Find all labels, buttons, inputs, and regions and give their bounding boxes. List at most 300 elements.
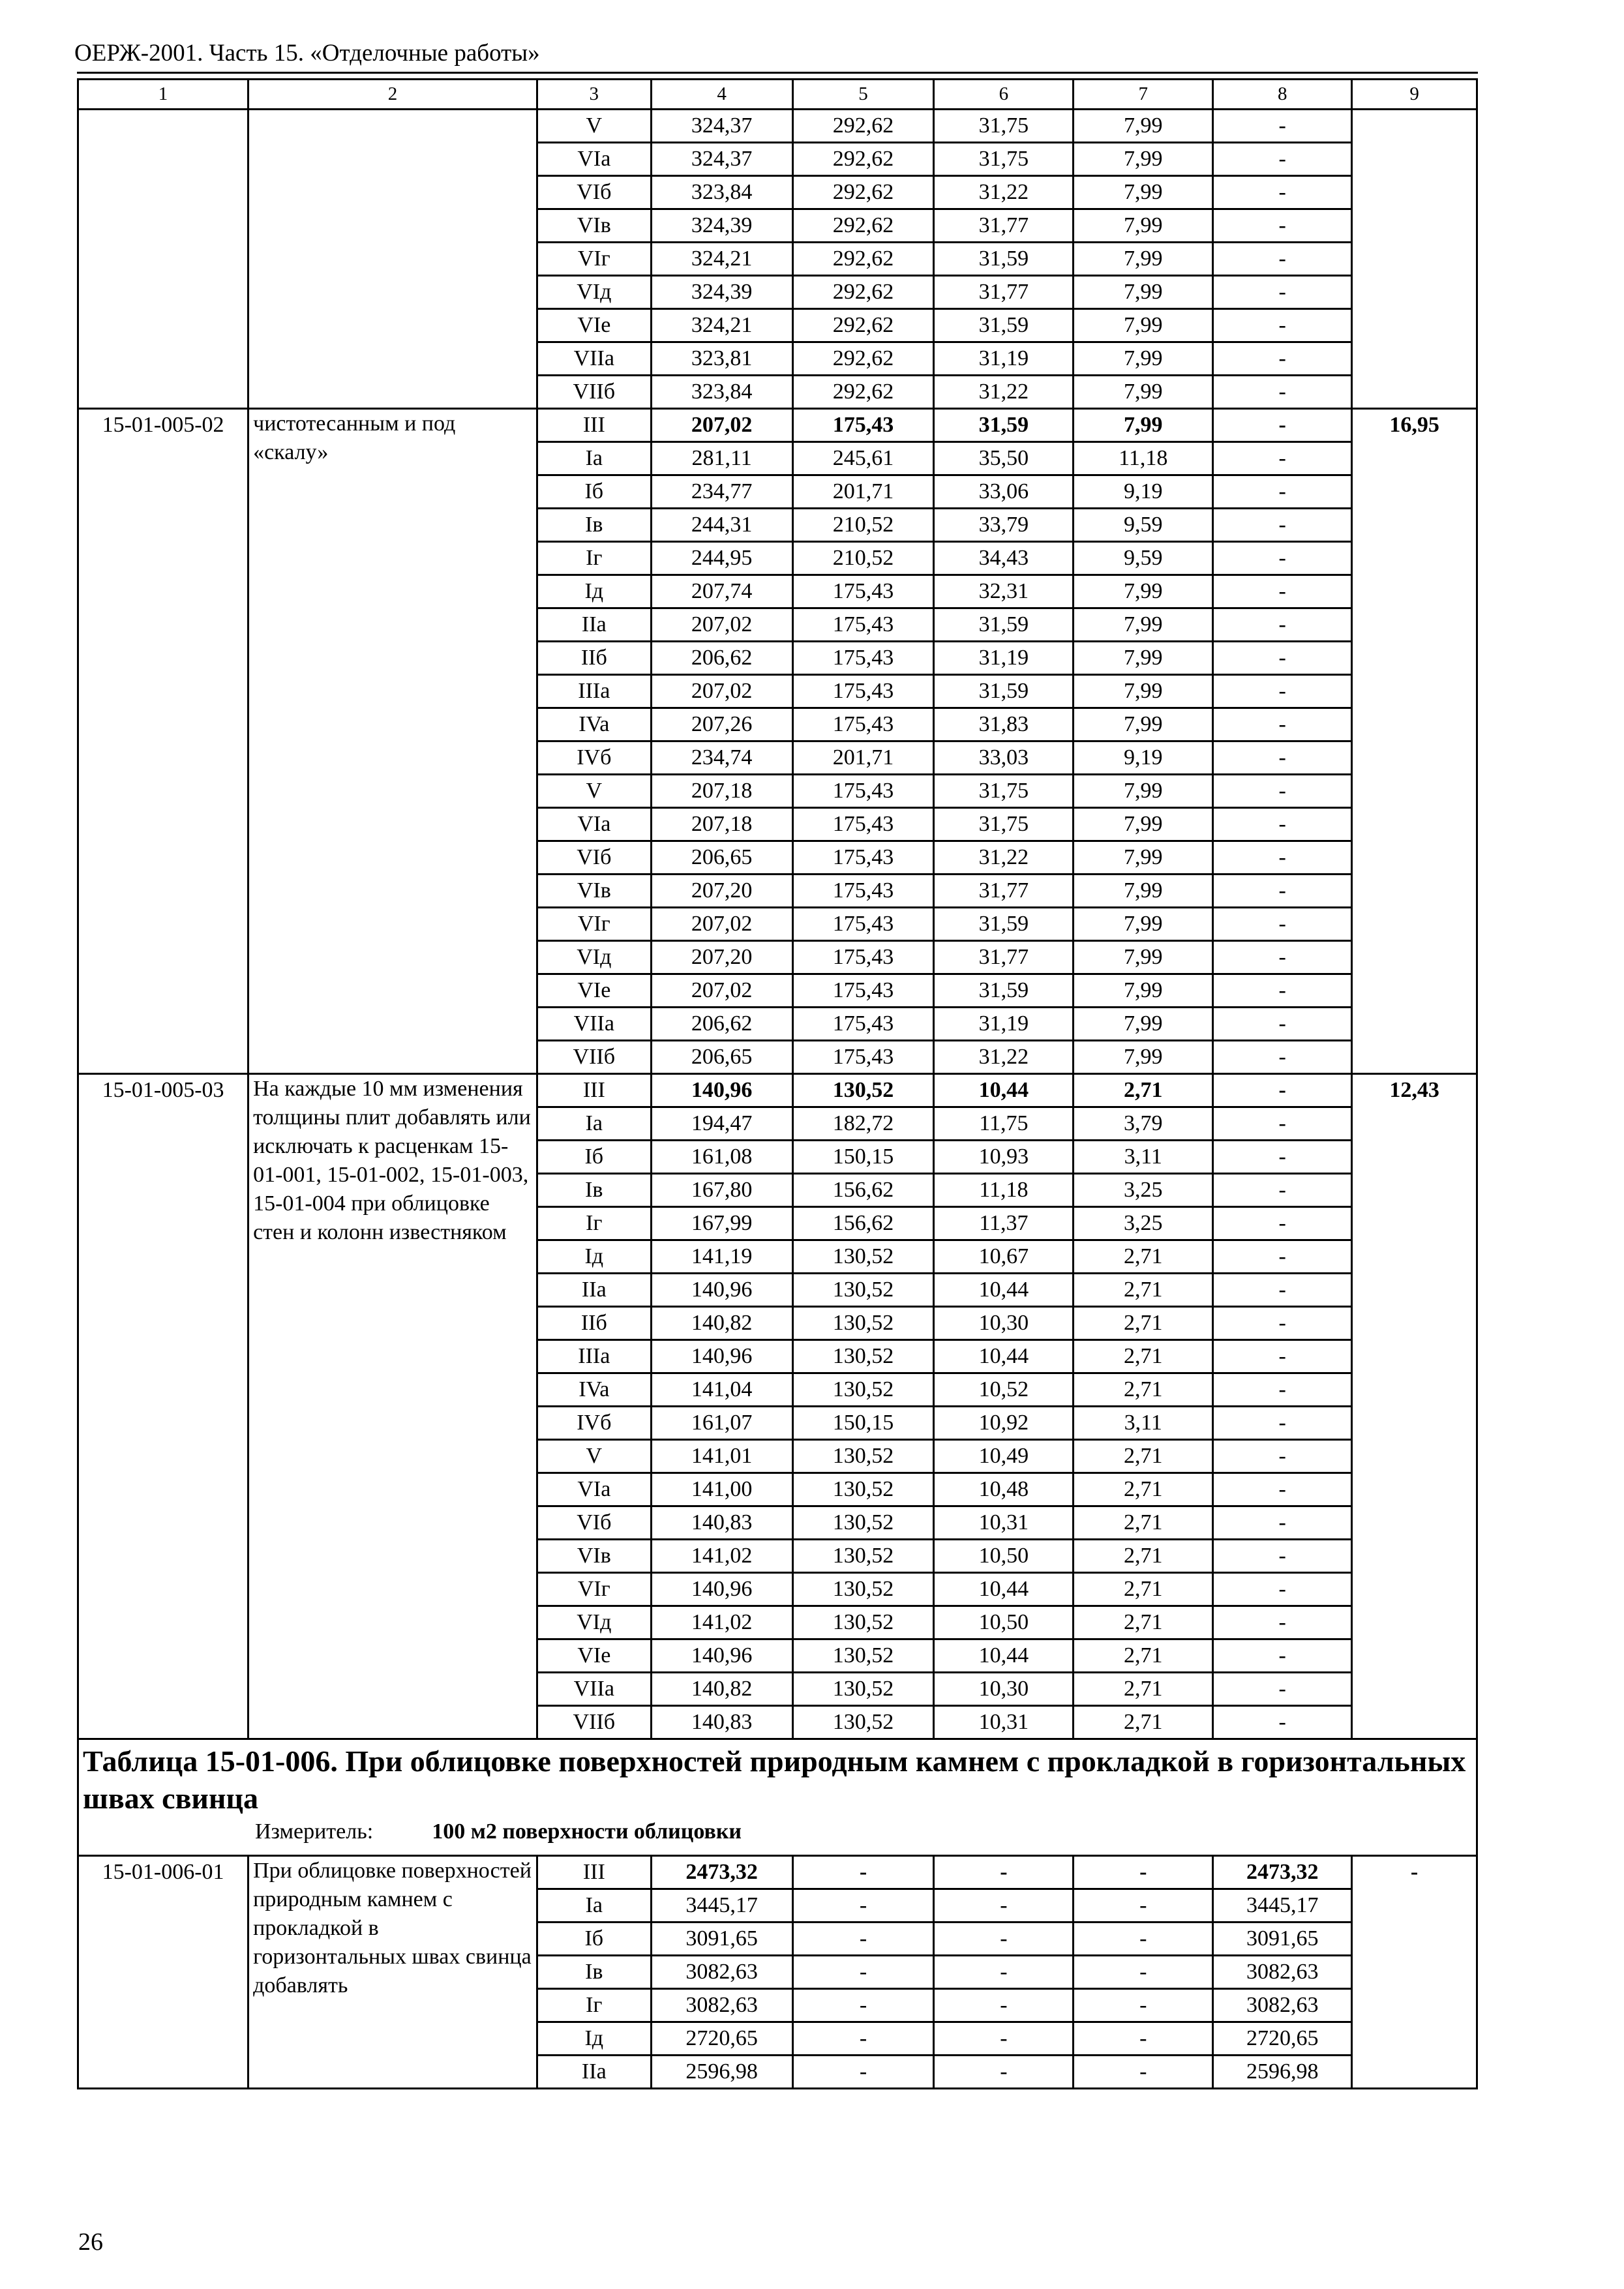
zone-cell: Iв bbox=[537, 1956, 651, 1989]
value-cell: 175,43 bbox=[792, 974, 934, 1008]
value-cell: 324,37 bbox=[651, 143, 792, 176]
value-cell: 207,26 bbox=[651, 708, 792, 741]
value-cell: 3082,63 bbox=[1213, 1989, 1352, 2022]
value-cell: 7,99 bbox=[1074, 675, 1213, 708]
value-cell: 3,25 bbox=[1074, 1207, 1213, 1240]
table-row bbox=[78, 1074, 1477, 1107]
value-cell: - bbox=[1213, 243, 1352, 276]
zone-cell: VIIб bbox=[537, 1706, 651, 1739]
value-cell: 140,83 bbox=[651, 1506, 792, 1540]
zone-cell: Iг bbox=[537, 1207, 651, 1240]
value-cell: 7,99 bbox=[1074, 642, 1213, 675]
value-cell: 10,31 bbox=[934, 1506, 1074, 1540]
value-cell: 11,18 bbox=[1074, 442, 1213, 475]
zone-cell: V bbox=[537, 110, 651, 143]
value-cell: 292,62 bbox=[792, 143, 934, 176]
value-cell: - bbox=[1213, 1706, 1352, 1739]
value-cell: - bbox=[1213, 875, 1352, 908]
value-cell: - bbox=[1213, 908, 1352, 941]
value-cell: - bbox=[792, 1856, 934, 1889]
value-cell: 31,75 bbox=[934, 143, 1074, 176]
value-cell: 130,52 bbox=[792, 1274, 934, 1307]
value-cell: 292,62 bbox=[792, 276, 934, 309]
value-cell: 7,99 bbox=[1074, 775, 1213, 808]
value-cell: 7,99 bbox=[1074, 276, 1213, 309]
value-cell: 175,43 bbox=[792, 675, 934, 708]
value-cell: - bbox=[934, 1956, 1074, 1989]
value-cell: 201,71 bbox=[792, 475, 934, 509]
value-cell: 33,79 bbox=[934, 509, 1074, 542]
value-cell: 10,30 bbox=[934, 1307, 1074, 1340]
value-cell: - bbox=[1213, 442, 1352, 475]
value-cell: 10,93 bbox=[934, 1141, 1074, 1174]
value-cell: 141,02 bbox=[651, 1540, 792, 1573]
rate-description: чистотесанным и под «скалу» bbox=[248, 409, 537, 1074]
value-cell: 2720,65 bbox=[651, 2022, 792, 2056]
value-cell: - bbox=[1213, 409, 1352, 442]
value-cell: 323,84 bbox=[651, 376, 792, 409]
value-cell: 7,99 bbox=[1074, 243, 1213, 276]
value-cell: - bbox=[1213, 1473, 1352, 1506]
value-cell: - bbox=[1074, 1889, 1213, 1922]
value-cell: 175,43 bbox=[792, 908, 934, 941]
rate-code: 15-01-005-02 bbox=[78, 409, 248, 1074]
value-cell: 292,62 bbox=[792, 209, 934, 243]
zone-cell: VIIб bbox=[537, 376, 651, 409]
value-cell: 10,44 bbox=[934, 1340, 1074, 1373]
value-cell: 11,18 bbox=[934, 1174, 1074, 1207]
value-cell: 245,61 bbox=[792, 442, 934, 475]
value-cell: 31,22 bbox=[934, 1041, 1074, 1074]
zone-cell: IVa bbox=[537, 708, 651, 741]
zone-cell: VIIa bbox=[537, 342, 651, 376]
value-cell: 207,74 bbox=[651, 575, 792, 608]
table-section bbox=[78, 1739, 1477, 1856]
value-cell: 175,43 bbox=[792, 875, 934, 908]
value-cell: 130,52 bbox=[792, 1639, 934, 1673]
page-header: ОЕРЖ-2001. Часть 15. «Отделочные работы» bbox=[74, 40, 540, 67]
value-cell: 175,43 bbox=[792, 409, 934, 442]
value-cell: 10,44 bbox=[934, 1274, 1074, 1307]
value-cell: 2,71 bbox=[1074, 1373, 1213, 1407]
value-cell: 206,62 bbox=[651, 1008, 792, 1041]
zone-cell: VIIб bbox=[537, 1041, 651, 1074]
zone-cell: VIг bbox=[537, 243, 651, 276]
rate-description bbox=[248, 110, 537, 409]
value-cell: 141,01 bbox=[651, 1440, 792, 1473]
zone-cell: VIIa bbox=[537, 1008, 651, 1041]
column-number: 8 bbox=[1213, 80, 1352, 110]
value-cell: - bbox=[934, 1856, 1074, 1889]
value-cell: 130,52 bbox=[792, 1340, 934, 1373]
table-section-row bbox=[78, 1739, 1477, 1856]
value-cell: 140,96 bbox=[651, 1639, 792, 1673]
zone-cell: VIIa bbox=[537, 1673, 651, 1706]
value-cell: - bbox=[1213, 642, 1352, 675]
value-cell: 141,04 bbox=[651, 1373, 792, 1407]
value-cell: - bbox=[792, 2022, 934, 2056]
column-number: 5 bbox=[792, 80, 934, 110]
value-cell: 167,80 bbox=[651, 1174, 792, 1207]
zone-cell: VIб bbox=[537, 841, 651, 875]
value-cell: 2473,32 bbox=[1213, 1856, 1352, 1889]
table-row bbox=[78, 1856, 1477, 1889]
value-cell: 292,62 bbox=[792, 110, 934, 143]
value-cell: 31,59 bbox=[934, 675, 1074, 708]
zone-cell: VIa bbox=[537, 143, 651, 176]
value-cell: 175,43 bbox=[792, 708, 934, 741]
value-cell: 31,75 bbox=[934, 808, 1074, 841]
value-cell: - bbox=[1213, 1673, 1352, 1706]
zone-cell: III bbox=[537, 409, 651, 442]
value-cell: 7,99 bbox=[1074, 143, 1213, 176]
zone-cell: IVб bbox=[537, 741, 651, 775]
value-cell: 7,99 bbox=[1074, 1041, 1213, 1074]
value-cell: 10,50 bbox=[934, 1606, 1074, 1639]
value-cell: 32,31 bbox=[934, 575, 1074, 608]
value-cell: 207,02 bbox=[651, 608, 792, 642]
zone-cell: Iд bbox=[537, 575, 651, 608]
value-cell: 31,22 bbox=[934, 376, 1074, 409]
value-cell: 2720,65 bbox=[1213, 2022, 1352, 2056]
value-cell: 175,43 bbox=[792, 841, 934, 875]
value-cell: - bbox=[1213, 775, 1352, 808]
value-cell: 324,37 bbox=[651, 110, 792, 143]
value-cell: - bbox=[1213, 542, 1352, 575]
value-cell: - bbox=[792, 1956, 934, 1989]
zone-cell: IIб bbox=[537, 1307, 651, 1340]
value-cell: 7,99 bbox=[1074, 409, 1213, 442]
value-cell: 2,71 bbox=[1074, 1473, 1213, 1506]
value-cell: 31,59 bbox=[934, 974, 1074, 1008]
zone-cell: VIд bbox=[537, 276, 651, 309]
column-number-row bbox=[78, 80, 1477, 110]
value-cell: 7,99 bbox=[1074, 608, 1213, 642]
value-cell: 2,71 bbox=[1074, 1706, 1213, 1739]
value-cell: 31,77 bbox=[934, 276, 1074, 309]
value-cell: 2473,32 bbox=[651, 1856, 792, 1889]
zone-cell: Iд bbox=[537, 1240, 651, 1274]
value-cell: 140,96 bbox=[651, 1340, 792, 1373]
value-cell: 140,82 bbox=[651, 1307, 792, 1340]
value-cell: 323,84 bbox=[651, 176, 792, 209]
value-cell: 207,18 bbox=[651, 775, 792, 808]
rate-code bbox=[78, 110, 248, 409]
value-cell: - bbox=[934, 2056, 1074, 2089]
zone-cell: III bbox=[537, 1856, 651, 1889]
value-cell: - bbox=[1213, 1506, 1352, 1540]
zone-cell: IIa bbox=[537, 2056, 651, 2089]
value-cell: 175,43 bbox=[792, 808, 934, 841]
zone-cell: IIa bbox=[537, 608, 651, 642]
zone-cell: VIв bbox=[537, 1540, 651, 1573]
zone-cell: VIд bbox=[537, 941, 651, 974]
zone-cell: VIв bbox=[537, 875, 651, 908]
table-title: Таблица 15-01-006. При облицовке поверхностей природным камнем с прокладкой в горизонтальных швах свинца bbox=[83, 1744, 1466, 1815]
value-cell: 130,52 bbox=[792, 1706, 934, 1739]
value-cell: - bbox=[934, 1989, 1074, 2022]
value-cell: 175,43 bbox=[792, 575, 934, 608]
value-cell: 2,71 bbox=[1074, 1540, 1213, 1573]
value-cell: 207,02 bbox=[651, 675, 792, 708]
total-cell: - bbox=[1352, 1856, 1477, 2089]
value-cell: 210,52 bbox=[792, 542, 934, 575]
column-number: 3 bbox=[537, 80, 651, 110]
value-cell: 31,59 bbox=[934, 243, 1074, 276]
value-cell: 7,99 bbox=[1074, 974, 1213, 1008]
value-cell: 244,95 bbox=[651, 542, 792, 575]
zone-cell: VIб bbox=[537, 1506, 651, 1540]
value-cell: 7,99 bbox=[1074, 841, 1213, 875]
rate-code: 15-01-005-03 bbox=[78, 1074, 248, 1739]
column-number: 1 bbox=[78, 80, 248, 110]
value-cell: 140,96 bbox=[651, 1573, 792, 1606]
value-cell: 206,65 bbox=[651, 841, 792, 875]
value-cell: 130,52 bbox=[792, 1606, 934, 1639]
value-cell: - bbox=[1213, 276, 1352, 309]
value-cell: 207,02 bbox=[651, 974, 792, 1008]
value-cell: - bbox=[1213, 675, 1352, 708]
value-cell: - bbox=[1213, 1639, 1352, 1673]
column-number: 6 bbox=[934, 80, 1074, 110]
value-cell: 7,99 bbox=[1074, 110, 1213, 143]
value-cell: 206,65 bbox=[651, 1041, 792, 1074]
value-cell: - bbox=[1074, 1989, 1213, 2022]
zone-cell: Ia bbox=[537, 1889, 651, 1922]
value-cell: 2,71 bbox=[1074, 1639, 1213, 1673]
value-cell: - bbox=[1213, 143, 1352, 176]
value-cell: - bbox=[1213, 376, 1352, 409]
zone-cell: IVa bbox=[537, 1373, 651, 1407]
value-cell: - bbox=[1213, 342, 1352, 376]
rate-code: 15-01-006-01 bbox=[78, 1856, 248, 2089]
zone-cell: Iг bbox=[537, 1989, 651, 2022]
value-cell: 2,71 bbox=[1074, 1573, 1213, 1606]
value-cell: 281,11 bbox=[651, 442, 792, 475]
value-cell: 130,52 bbox=[792, 1540, 934, 1573]
value-cell: 7,99 bbox=[1074, 875, 1213, 908]
value-cell: 201,71 bbox=[792, 741, 934, 775]
value-cell: 161,08 bbox=[651, 1141, 792, 1174]
value-cell: - bbox=[1213, 1041, 1352, 1074]
value-cell: 34,43 bbox=[934, 542, 1074, 575]
value-cell: 9,59 bbox=[1074, 509, 1213, 542]
value-cell: 324,39 bbox=[651, 209, 792, 243]
value-cell: 10,44 bbox=[934, 1074, 1074, 1107]
value-cell: 140,83 bbox=[651, 1706, 792, 1739]
value-cell: 175,43 bbox=[792, 642, 934, 675]
value-cell: - bbox=[1074, 1956, 1213, 1989]
column-number: 7 bbox=[1074, 80, 1213, 110]
zone-cell: IIб bbox=[537, 642, 651, 675]
value-cell: 156,62 bbox=[792, 1207, 934, 1240]
zone-cell: Iб bbox=[537, 1922, 651, 1956]
zone-cell: VIб bbox=[537, 176, 651, 209]
value-cell: - bbox=[1074, 1856, 1213, 1889]
value-cell: 3082,63 bbox=[651, 1956, 792, 1989]
value-cell: 31,77 bbox=[934, 941, 1074, 974]
value-cell: 2,71 bbox=[1074, 1673, 1213, 1706]
value-cell: 140,96 bbox=[651, 1074, 792, 1107]
zone-cell: IVб bbox=[537, 1407, 651, 1440]
value-cell: 31,59 bbox=[934, 409, 1074, 442]
value-cell: 31,83 bbox=[934, 708, 1074, 741]
value-cell: - bbox=[1213, 309, 1352, 342]
value-cell: - bbox=[1213, 575, 1352, 608]
zone-cell: V bbox=[537, 1440, 651, 1473]
value-cell: 292,62 bbox=[792, 342, 934, 376]
value-cell: 3,11 bbox=[1074, 1407, 1213, 1440]
value-cell: 7,99 bbox=[1074, 808, 1213, 841]
value-cell: - bbox=[792, 1889, 934, 1922]
value-cell: - bbox=[1213, 1573, 1352, 1606]
zone-cell: VIe bbox=[537, 309, 651, 342]
value-cell: 7,99 bbox=[1074, 342, 1213, 376]
value-cell: 140,82 bbox=[651, 1673, 792, 1706]
value-cell: 292,62 bbox=[792, 243, 934, 276]
value-cell: 9,19 bbox=[1074, 475, 1213, 509]
value-cell: - bbox=[1213, 1440, 1352, 1473]
value-cell: 33,06 bbox=[934, 475, 1074, 509]
zone-cell: Iв bbox=[537, 509, 651, 542]
zone-cell: Iд bbox=[537, 2022, 651, 2056]
value-cell: 31,19 bbox=[934, 342, 1074, 376]
rate-description: На каждые 10 мм изменения толщины плит добавлять или исключать к расценкам 15-01-001, 15-01-002, 15-01-003, 15-01-004 при облицовке стен и колонн известняком bbox=[248, 1074, 537, 1739]
value-cell: 3,79 bbox=[1074, 1107, 1213, 1141]
column-number: 2 bbox=[248, 80, 537, 110]
value-cell: 2596,98 bbox=[1213, 2056, 1352, 2089]
value-cell: 130,52 bbox=[792, 1573, 934, 1606]
value-cell: 3445,17 bbox=[651, 1889, 792, 1922]
value-cell: 2596,98 bbox=[651, 2056, 792, 2089]
value-cell: 10,50 bbox=[934, 1540, 1074, 1573]
value-cell: 7,99 bbox=[1074, 1008, 1213, 1041]
value-cell: - bbox=[1213, 1373, 1352, 1407]
value-cell: - bbox=[1213, 608, 1352, 642]
value-cell: 323,81 bbox=[651, 342, 792, 376]
value-cell: - bbox=[1213, 1207, 1352, 1240]
zone-cell: VIe bbox=[537, 1639, 651, 1673]
value-cell: - bbox=[1213, 741, 1352, 775]
value-cell: 175,43 bbox=[792, 941, 934, 974]
value-cell: 10,44 bbox=[934, 1639, 1074, 1673]
value-cell: 175,43 bbox=[792, 1041, 934, 1074]
value-cell: 130,52 bbox=[792, 1307, 934, 1340]
value-cell: 31,19 bbox=[934, 1008, 1074, 1041]
value-cell: 130,52 bbox=[792, 1673, 934, 1706]
value-cell: - bbox=[1213, 1141, 1352, 1174]
value-cell: 234,74 bbox=[651, 741, 792, 775]
page-number: 26 bbox=[78, 2228, 103, 2256]
value-cell: 292,62 bbox=[792, 176, 934, 209]
value-cell: 207,18 bbox=[651, 808, 792, 841]
value-cell: 175,43 bbox=[792, 1008, 934, 1041]
measure-label: Измеритель: bbox=[255, 1819, 374, 1844]
value-cell: - bbox=[1213, 176, 1352, 209]
value-cell: 2,71 bbox=[1074, 1440, 1213, 1473]
value-cell: - bbox=[1074, 2022, 1213, 2056]
value-cell: 3082,63 bbox=[651, 1989, 792, 2022]
value-cell: - bbox=[1213, 974, 1352, 1008]
value-cell: 130,52 bbox=[792, 1373, 934, 1407]
value-cell: 7,99 bbox=[1074, 176, 1213, 209]
zone-cell: V bbox=[537, 775, 651, 808]
value-cell: 2,71 bbox=[1074, 1606, 1213, 1639]
zone-cell: VIг bbox=[537, 908, 651, 941]
column-number: 4 bbox=[651, 80, 792, 110]
value-cell: - bbox=[1074, 1922, 1213, 1956]
total-cell bbox=[1352, 110, 1477, 409]
value-cell: 324,39 bbox=[651, 276, 792, 309]
value-cell: 31,19 bbox=[934, 642, 1074, 675]
value-cell: 3082,63 bbox=[1213, 1956, 1352, 1989]
value-cell: 10,48 bbox=[934, 1473, 1074, 1506]
value-cell: - bbox=[792, 2056, 934, 2089]
zone-cell: Iв bbox=[537, 1174, 651, 1207]
zone-cell: VIв bbox=[537, 209, 651, 243]
value-cell: 31,75 bbox=[934, 775, 1074, 808]
value-cell: - bbox=[1213, 1307, 1352, 1340]
value-cell: 141,00 bbox=[651, 1473, 792, 1506]
value-cell: 3091,65 bbox=[651, 1922, 792, 1956]
value-cell: 207,20 bbox=[651, 875, 792, 908]
value-cell: 324,21 bbox=[651, 309, 792, 342]
value-cell: - bbox=[934, 2022, 1074, 2056]
value-cell: - bbox=[1213, 808, 1352, 841]
zone-cell: Iг bbox=[537, 542, 651, 575]
value-cell: - bbox=[1213, 841, 1352, 875]
value-cell: 141,19 bbox=[651, 1240, 792, 1274]
value-cell: 194,47 bbox=[651, 1107, 792, 1141]
value-cell: - bbox=[1213, 475, 1352, 509]
value-cell: 175,43 bbox=[792, 608, 934, 642]
value-cell: 324,21 bbox=[651, 243, 792, 276]
value-cell: 7,99 bbox=[1074, 209, 1213, 243]
zone-cell: VIг bbox=[537, 1573, 651, 1606]
value-cell: 31,77 bbox=[934, 875, 1074, 908]
value-cell: 130,52 bbox=[792, 1506, 934, 1540]
zone-cell: IIIa bbox=[537, 675, 651, 708]
value-cell: - bbox=[1213, 1274, 1352, 1307]
value-cell: 2,71 bbox=[1074, 1240, 1213, 1274]
value-cell: 167,99 bbox=[651, 1207, 792, 1240]
value-cell: - bbox=[1213, 1174, 1352, 1207]
value-cell: 206,62 bbox=[651, 642, 792, 675]
value-cell: - bbox=[1213, 1074, 1352, 1107]
value-cell: - bbox=[934, 1922, 1074, 1956]
value-cell: 31,59 bbox=[934, 608, 1074, 642]
zone-cell: Iб bbox=[537, 475, 651, 509]
value-cell: 10,92 bbox=[934, 1407, 1074, 1440]
value-cell: - bbox=[1213, 941, 1352, 974]
value-cell: 7,99 bbox=[1074, 941, 1213, 974]
value-cell: - bbox=[792, 1922, 934, 1956]
value-cell: 130,52 bbox=[792, 1440, 934, 1473]
value-cell: 33,03 bbox=[934, 741, 1074, 775]
value-cell: 9,59 bbox=[1074, 542, 1213, 575]
value-cell: 10,31 bbox=[934, 1706, 1074, 1739]
value-cell: 31,22 bbox=[934, 841, 1074, 875]
value-cell: - bbox=[1213, 1606, 1352, 1639]
measure-line bbox=[79, 1817, 1476, 1847]
value-cell: 11,37 bbox=[934, 1207, 1074, 1240]
header-rule bbox=[77, 72, 1478, 74]
zone-cell: IIIa bbox=[537, 1340, 651, 1373]
value-cell: - bbox=[792, 1989, 934, 2022]
zone-cell: VIд bbox=[537, 1606, 651, 1639]
value-cell: 141,02 bbox=[651, 1606, 792, 1639]
column-number: 9 bbox=[1352, 80, 1477, 110]
